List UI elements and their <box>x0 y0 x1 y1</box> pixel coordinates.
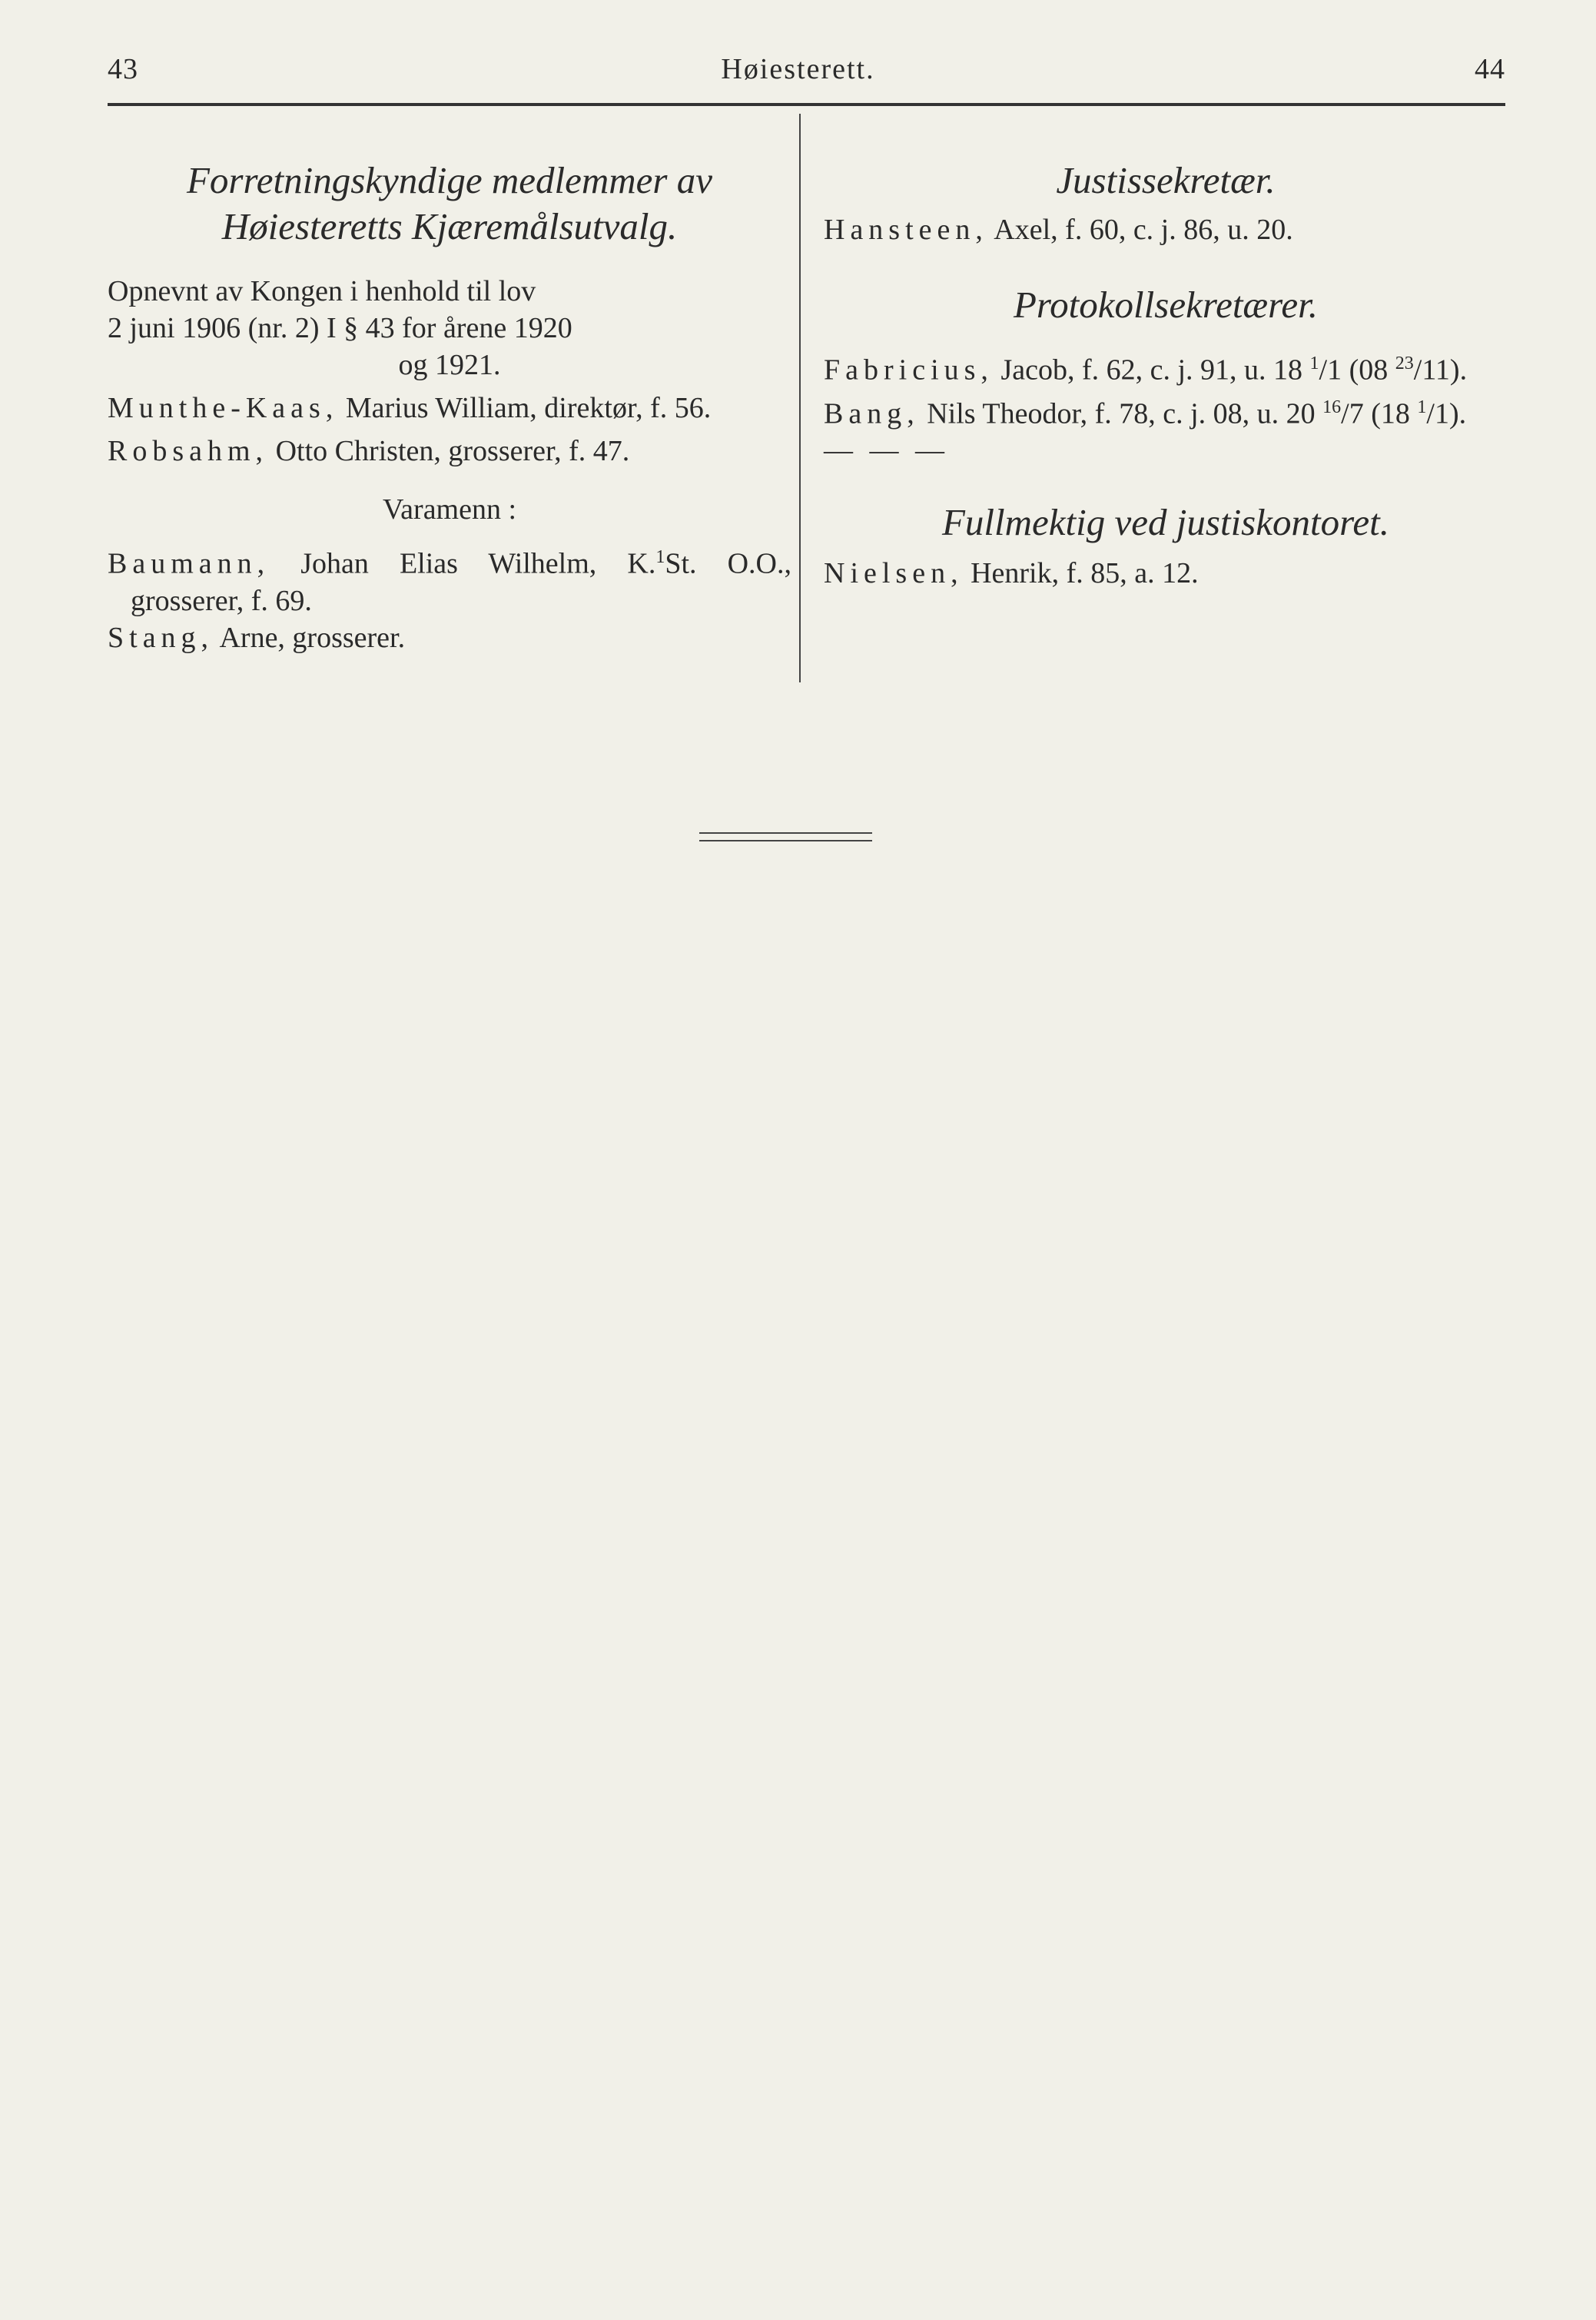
page-number-right: 44 <box>1475 53 1505 85</box>
appointment-line2: 2 juni 1906 (nr. 2) I § 43 for årene 1920 <box>108 312 572 344</box>
entry-name: Bang, <box>824 397 920 430</box>
fraction-denominator: /7 <box>1341 397 1364 430</box>
fraction-denominator: /1 <box>1426 397 1449 430</box>
member-entry-robsahm <box>108 433 791 470</box>
entry-nielsen <box>824 555 1508 592</box>
deputy-name: Baumann, <box>108 547 270 580</box>
entry-details-end: ). <box>1449 353 1468 387</box>
section-dashes: — — — <box>824 434 949 467</box>
end-rule-top <box>699 832 872 834</box>
fraction-numerator: 16 <box>1322 397 1342 417</box>
end-rule-bottom <box>699 840 872 841</box>
fraction-numerator: 23 <box>1395 353 1414 373</box>
deputy-name: Stang, <box>108 621 214 654</box>
authorized-clerk-heading: Fullmektig ved justiskontoret. <box>942 501 1389 544</box>
member-entry-munthe-kaas <box>108 390 791 426</box>
left-column <box>108 158 791 656</box>
entry-details-cont: (18 <box>1363 397 1418 430</box>
entry-details: Henrik, f. 85, a. 12. <box>963 557 1199 590</box>
member-details: Otto Christen, grosserer, f. 47. <box>268 435 630 467</box>
running-title: Høiesterett. <box>721 53 875 85</box>
header-rule <box>108 103 1505 106</box>
member-name: Robsahm, <box>108 435 269 467</box>
member-details: Marius William, direktør, f. 56. <box>338 392 712 424</box>
deputy-details-cont: St. O.O., grosserer, f. 69. <box>131 547 791 617</box>
entry-details-cont: (08 <box>1342 353 1395 387</box>
fraction-numerator: 1 <box>1417 397 1427 417</box>
deputy-entry-stang <box>108 619 791 656</box>
entry-bang <box>824 389 1508 433</box>
entry-details: Axel, f. 60, c. j. 86, u. 20. <box>987 214 1293 246</box>
entry-details-end: ). <box>1448 397 1467 430</box>
entry-name: Nielsen, <box>824 557 964 590</box>
justice-secretary-heading: Justissekretær. <box>1056 159 1276 201</box>
deputies-label: Varamenn : <box>382 493 517 526</box>
superscript: 1 <box>655 547 665 567</box>
fraction-denominator: /11 <box>1413 353 1450 387</box>
left-heading-line1: Forretningskyndige medlemmer av <box>187 159 712 201</box>
appointment-line1: Opnevnt av Kongen i henhold til lov <box>108 275 536 307</box>
column-divider <box>799 114 801 682</box>
deputy-details: Arne, grosserer. <box>214 621 406 654</box>
entry-name: Fabricius, <box>824 353 994 387</box>
entry-details: Jacob, f. 62, c. j. 91, u. 18 <box>993 353 1310 387</box>
right-column <box>824 158 1508 592</box>
entry-details: Nils Theodor, f. 78, c. j. 08, u. 20 <box>919 397 1323 430</box>
member-name: Munthe-Kaas, <box>108 392 339 424</box>
deputy-details: Johan Elias Wilhelm, K. <box>270 547 656 580</box>
fraction-denominator: /1 <box>1319 353 1342 387</box>
appointment-line3: og 1921. <box>398 349 501 381</box>
fraction-numerator: 1 <box>1309 353 1319 373</box>
left-heading-line2: Høiesteretts Kjæremålsutvalg. <box>221 205 678 247</box>
entry-name: Hansteen, <box>824 214 988 246</box>
deputy-entry-baumann <box>108 539 791 619</box>
page-number-left: 43 <box>108 53 138 85</box>
protocol-secretaries-heading: Protokollsekretærer. <box>1013 284 1319 326</box>
entry-hansteen <box>824 211 1508 248</box>
entry-fabricius <box>824 345 1508 389</box>
